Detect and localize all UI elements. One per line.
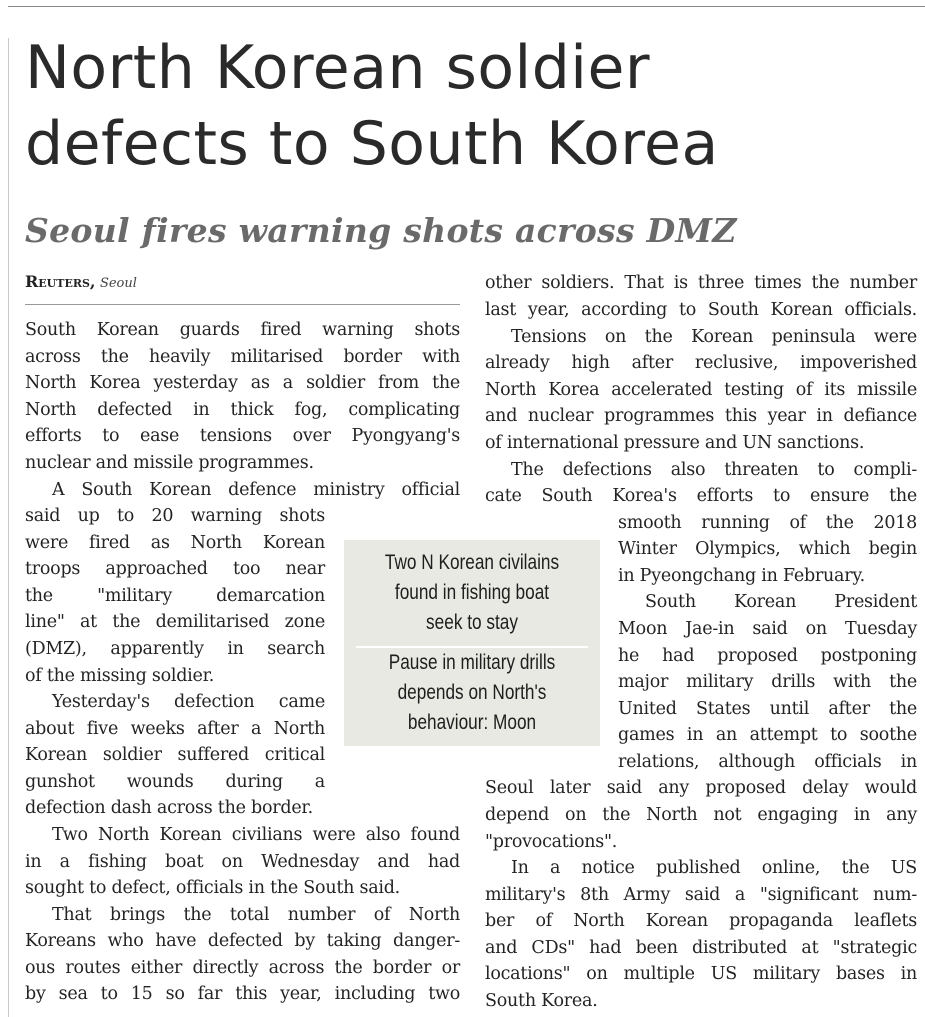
text-line: Two North Korean civilians were also found	[52, 825, 460, 845]
text-line: Korean soldier suffered critical	[25, 745, 325, 765]
text-line: major military drills with the	[618, 672, 917, 692]
text-line: United States until after the	[618, 699, 917, 719]
text-line: "provocations".	[485, 832, 618, 852]
text-line: the "military demarcation	[25, 586, 325, 606]
text-line: about five weeks after a North	[25, 719, 325, 739]
related-story-line: Pause in military drills	[388, 651, 556, 674]
article-subheadline: Seoul fires warning shots across DMZ	[25, 211, 737, 250]
text-line: Moon Jae-in said on Tuesday	[618, 619, 917, 639]
text-line: North defected in thick fog, complicating	[25, 400, 460, 420]
text-line: (DMZ), apparently in search	[25, 639, 325, 659]
text-line: Seoul later said any proposed delay would	[485, 778, 917, 798]
byline-agency: Reuters,	[25, 272, 96, 291]
text-line: North Korea accelerated testing of its missile	[485, 380, 917, 400]
text-line: of international pressure and UN sanctions.	[485, 433, 865, 453]
related-story-link[interactable]	[379, 648, 566, 738]
related-story-line: seek to stay	[426, 611, 518, 634]
headline-line: North Korean soldier	[25, 33, 651, 103]
text-line: were fired as North Korean	[25, 533, 325, 553]
text-line: gunshot wounds during a	[25, 772, 325, 792]
headline-line: defects to South Korea	[25, 109, 719, 179]
text-line: In a notice published online, the US	[511, 858, 917, 878]
text-line: nuclear and missile programmes.	[25, 453, 314, 473]
text-line: line" at the demilitarised zone	[25, 612, 325, 632]
text-line: military's 8th Army said a "significant num-	[485, 885, 917, 905]
text-line: and CDs" had been distributed at "strategic	[485, 938, 917, 958]
text-line: ber of North Korean propaganda leaflets	[485, 911, 917, 931]
text-line: South Korea.	[485, 991, 598, 1011]
text-line: sought to defect, officials in the South said.	[25, 878, 400, 898]
article-headline	[25, 30, 920, 182]
related-story-line: behaviour: Moon	[407, 711, 537, 734]
text-line: last year, according to South Korean officials.	[485, 300, 917, 320]
text-line: That brings the total number of North	[52, 905, 460, 925]
text-line: already high after reclusive, impoverished	[485, 353, 917, 373]
related-story-line: depends on North's	[397, 681, 547, 704]
text-line: smooth running of the 2018	[618, 513, 917, 533]
related-story-link[interactable]	[379, 548, 566, 638]
top-rule	[8, 6, 925, 7]
left-column-rule	[8, 38, 9, 1017]
byline-location: Seoul	[99, 276, 137, 291]
text-line: and nuclear programmes this year in defiance	[485, 406, 917, 426]
text-line: in Pyeongchang in February.	[618, 566, 865, 586]
text-line: of the missing soldier.	[25, 666, 215, 686]
related-story-line: found in fishing boat	[394, 581, 550, 604]
text-line: relations, although officials in	[618, 752, 917, 772]
text-line: troops approached too near	[25, 559, 325, 579]
text-line: South Korean guards fired warning shots	[25, 320, 460, 340]
text-line: Yesterday's defection came	[52, 692, 325, 712]
text-line: Koreans who have defected by taking danger-	[25, 931, 460, 951]
text-line: he had proposed postponing	[618, 646, 917, 666]
byline	[25, 268, 137, 298]
text-line: Tensions on the Korean peninsula were	[511, 327, 917, 347]
text-line: A South Korean defence ministry official	[52, 480, 460, 500]
text-line: efforts to ease tensions over Pyongyang's	[25, 426, 460, 446]
text-line: said up to 20 warning shots	[25, 506, 325, 526]
text-line: South Korean President	[645, 592, 917, 612]
text-line: cate South Korea's efforts to ensure the	[485, 486, 917, 506]
text-line: depend on the North not engaging in any	[485, 805, 917, 825]
text-line: other soldiers. That is three times the number	[485, 273, 917, 293]
text-line: North Korea yesterday as a soldier from the	[25, 373, 460, 393]
text-line: in a fishing boat on Wednesday and had	[25, 852, 460, 872]
related-stories-box	[344, 540, 600, 746]
byline-rule	[25, 304, 460, 305]
text-line: games in an attempt to soothe	[618, 725, 917, 745]
related-story-line: Two N Korean civilains	[384, 551, 560, 574]
text-line: Winter Olympics, which begin	[618, 539, 917, 559]
text-line: across the heavily militarised border with	[25, 347, 460, 367]
text-line: by sea to 15 so far this year, including two	[25, 984, 460, 1004]
text-line: locations" on multiple US military bases in	[485, 964, 917, 984]
text-line: defection dash across the border.	[25, 798, 313, 818]
text-line: The defections also threaten to compli-	[511, 460, 917, 480]
text-line: ous routes either directly across the border or	[25, 958, 460, 978]
